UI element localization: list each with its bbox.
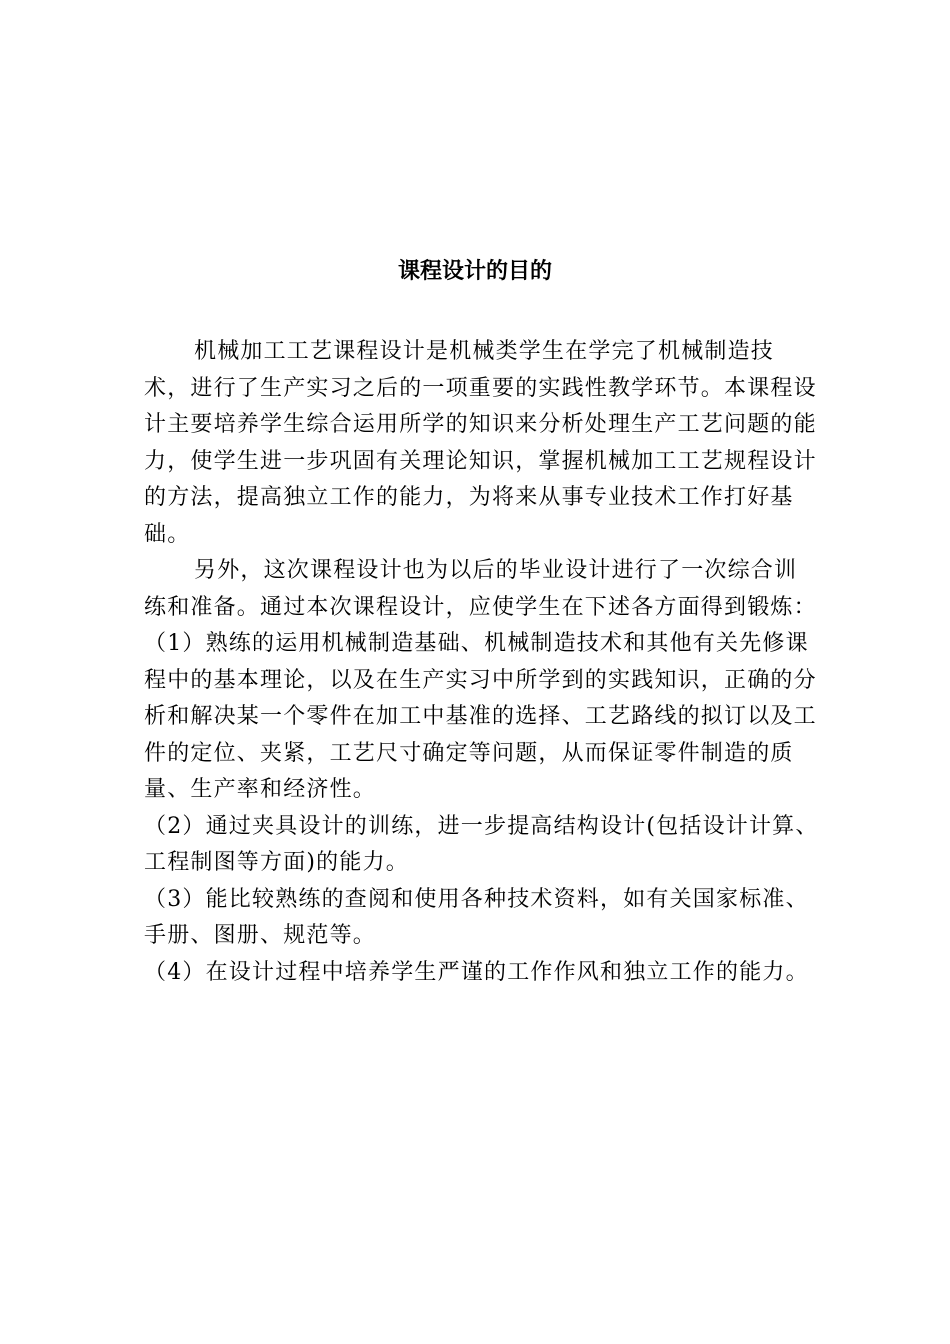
list-item-2: （2）通过夹具设计的训练，进一步提高结构设计(包括设计计算、工程制图等方面)的能力。	[144, 813, 819, 875]
list-item-4: （4）在设计过程中培养学生严谨的工作作风和独立工作的能力。	[144, 959, 809, 985]
document-body	[144, 334, 820, 991]
paragraph-additional: 另外，这次课程设计也为以后的毕业设计进行了一次综合训练和准备。通过本次课程设计，应使学生在下述各方面得到锻炼：	[144, 558, 817, 620]
list-item-1: （1）熟练的运用机械制造基础、机械制造技术和其他有关先修课程中的基本理论，以及在生产实习中所学到的实践知识，正确的分析和解决某一个零件在加工中基准的选择、工艺路线的拟订以及工件的定位、夹紧，工艺尺寸确定等问题，从而保证零件制造的质量、生产率和经济性。	[144, 631, 817, 802]
paragraph-intro: 机械加工工艺课程设计是机械类学生在学完了机械制造技术，进行了生产实习之后的一项重要的实践性教学环节。本课程设计主要培养学生综合运用所学的知识来分析处理生产工艺问题的能力，使学生进一步巩固有关理论知识，掌握机械加工工艺规程设计的方法，提高独立工作的能力，为将来从事专业技术工作打好基础。	[144, 339, 817, 547]
list-item-3: （3）能比较熟练的查阅和使用各种技术资料，如有关国家标准、手册、图册、规范等。	[144, 886, 809, 948]
document-title: 课程设计的目的	[397, 259, 552, 284]
